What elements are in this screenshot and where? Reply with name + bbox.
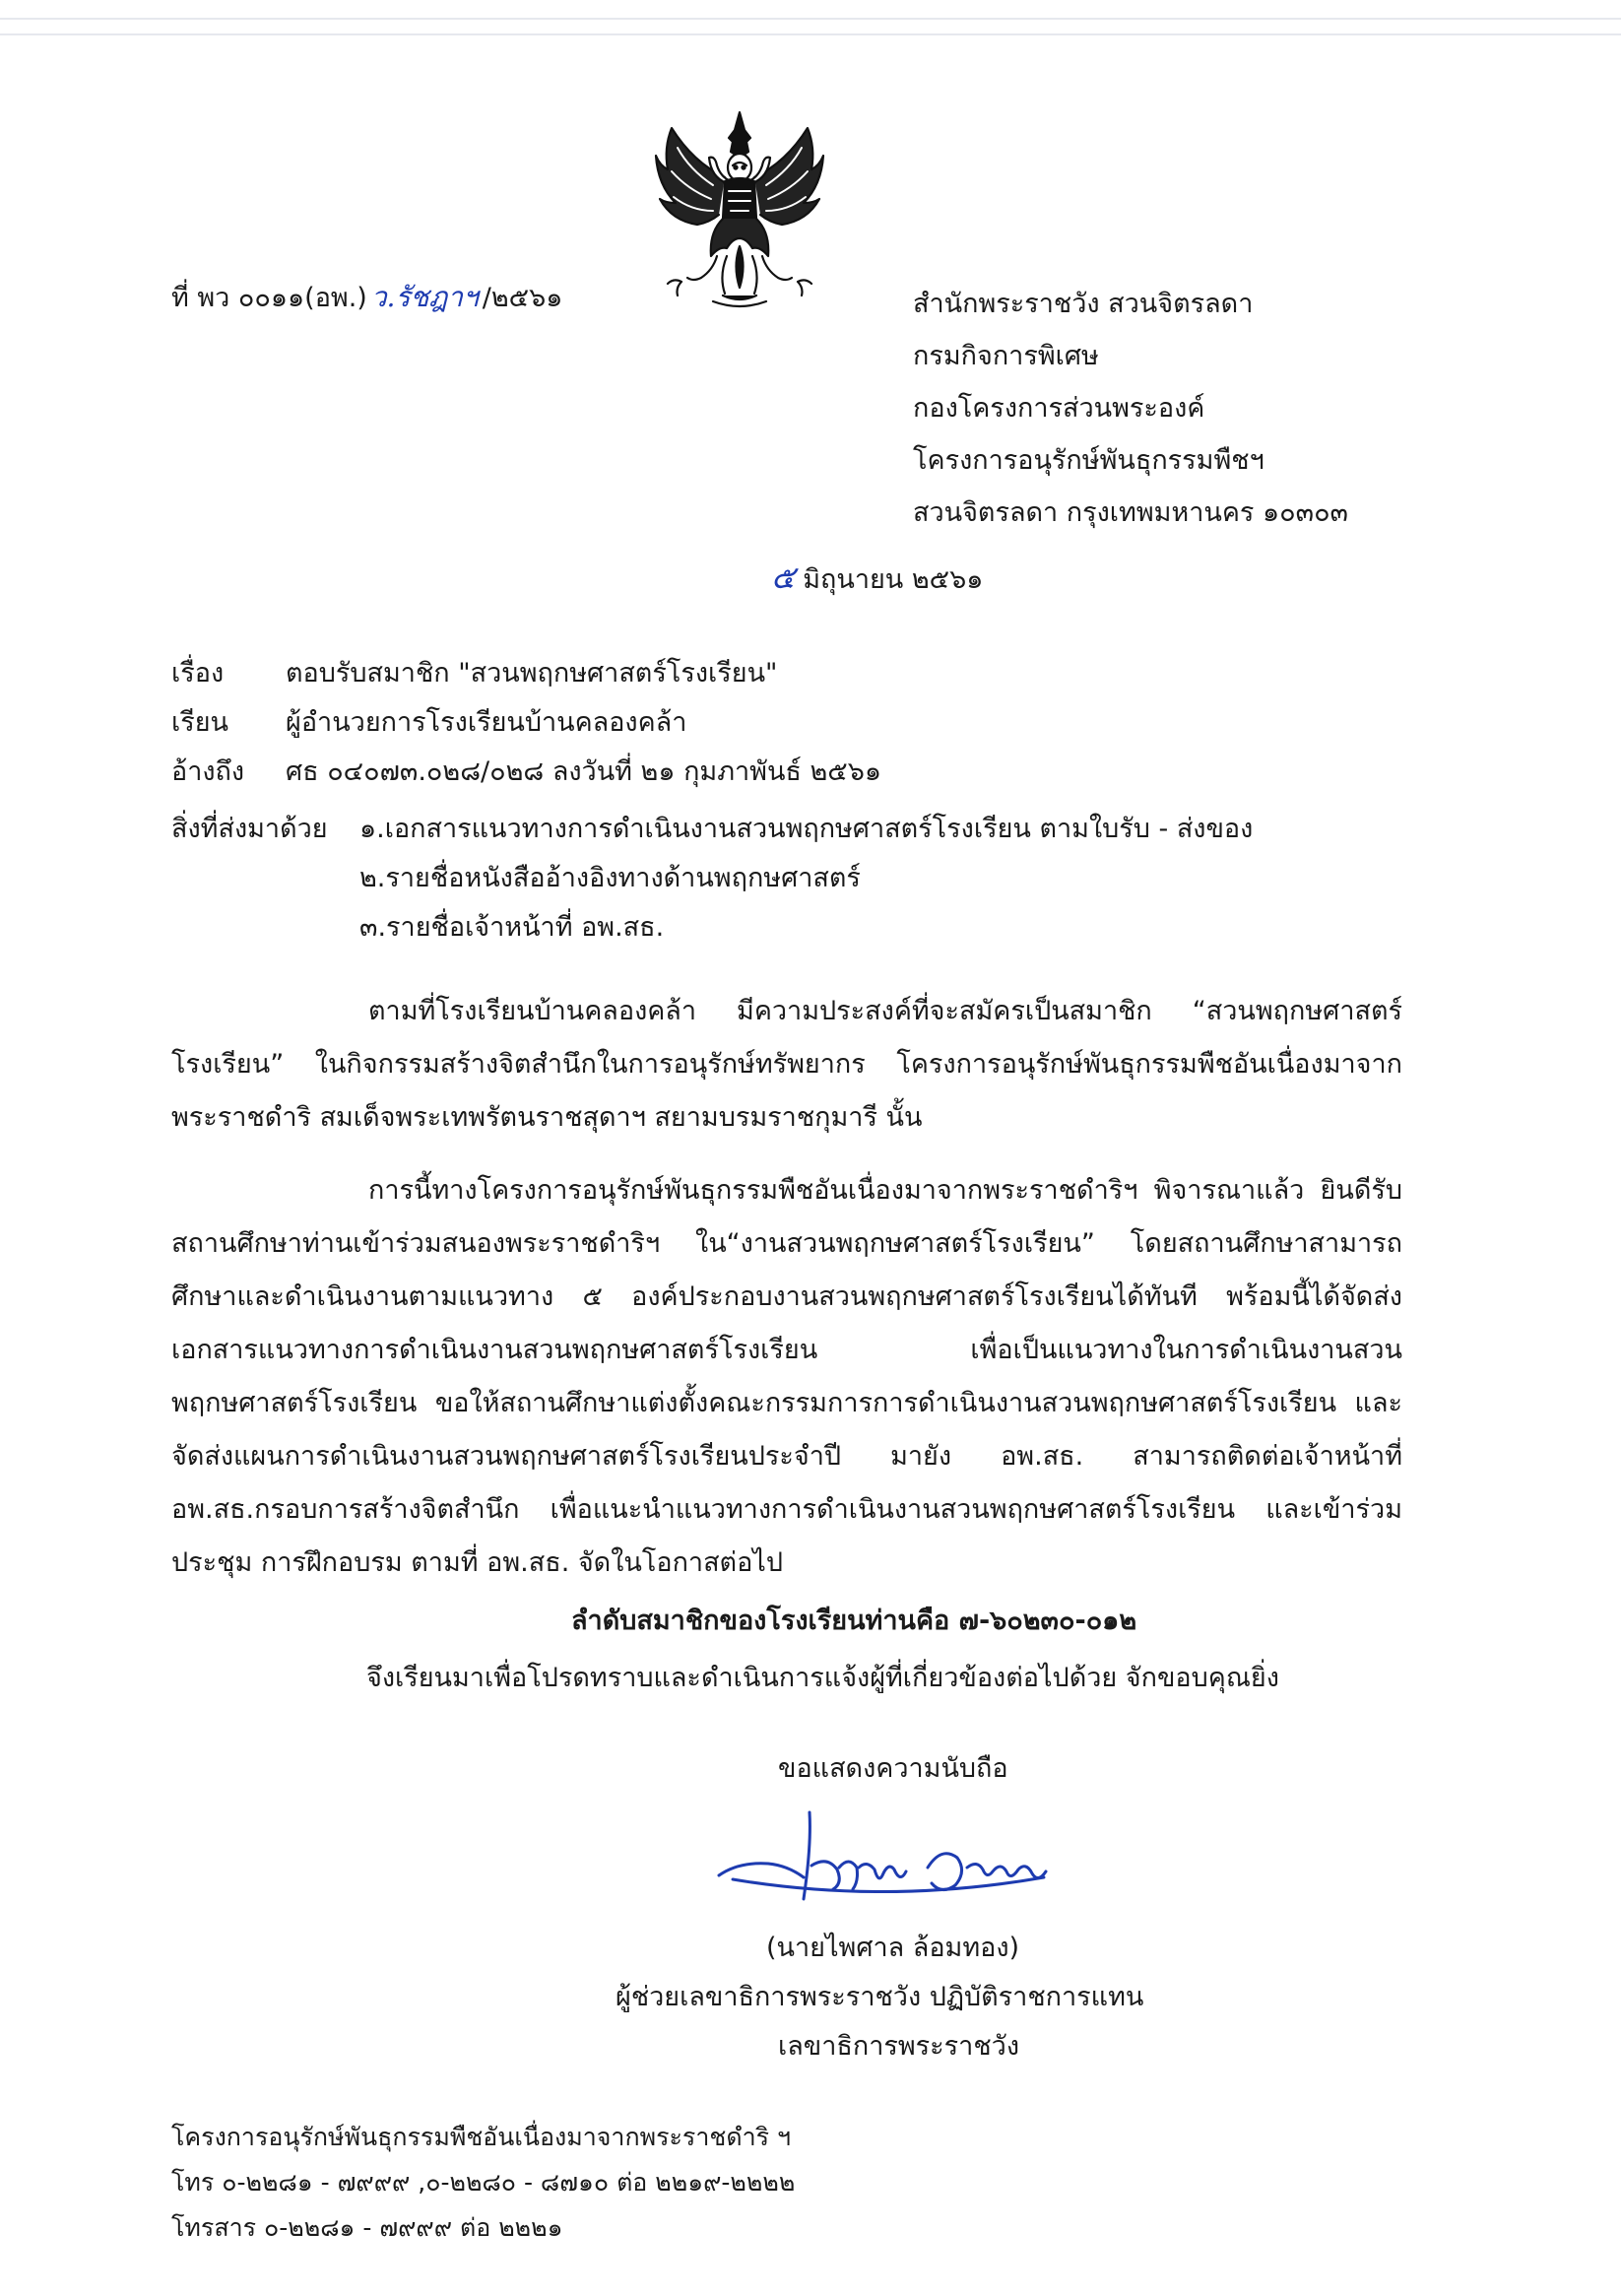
closing-request: จึงเรียนมาเพื่อโปรดทราบและดำเนินการแจ้งผู้ที่เกี่ยวข้องต่อไปด้วย จักขอบคุณยิ่ง [366,1663,1279,1693]
signer-name: (นายไพศาล ล้อมทอง) [766,1933,1020,1963]
ref-suffix: /๒๕๖๑ [482,283,563,313]
reference-label: อ้างถึง [171,756,245,787]
sender-address [913,278,1348,539]
signer-position-line-1: ผู้ช่วยเลขาธิการพระราชวัง ปฏิบัติราชการแทน [616,1982,1144,2012]
enclosures-label: สิ่งที่ส่งมาด้วย [171,814,328,844]
scan-edge-line-top [0,18,1621,20]
footer-office: โครงการอนุรักษ์พันธุกรรมพืชอันเนื่องมาจากพระราชดำริ ฯ [171,2123,792,2151]
recipient-label: เรียน [171,707,229,738]
footer-fax: โทรสาร ๐-๒๒๘๑ - ๗๙๙๙ ต่อ ๒๒๒๑ [171,2213,563,2242]
sender-address-line: สวนจิตรลดา กรุงเทพมหานคร ๑๐๓๐๓ [913,497,1349,528]
sender-address-line: กรมกิจการพิเศษ [913,341,1099,371]
member-number: ลำดับสมาชิกของโรงเรียนท่านคือ ๗-๖๐๒๓๐-๐๑๒ [571,1606,1137,1636]
reference-text: ศธ ๐๔๐๗๓.๐๒๘/๐๒๘ ลงวันที่ ๒๑ กุมภาพันธ์ ๒๕๖๑ [286,756,882,787]
body-paragraph-2: การนี้ทางโครงการอนุรักษ์พันธุกรรมพืชอันเนื่องมาจากพระราชดำริฯ พิจารณาแล้ว ยินดีรับสถานศึกษาท่านเข้าร่วมสนองพระราชดำริฯ ใน“งานสวนพฤกษศาสตร์โรงเรียน” โดยสถานศึกษาสามารถศึกษาและดำเนินงานตามแนวทาง ๕ องค์ประกอบงานสวนพฤกษศาสตร์โรงเรียนได้ทันที พร้อมนี้ได้จัดส่งเอกสารแนวทางการดำเนินงานสวนพฤกษศาสตร์โรงเรียน เพื่อเป็นแนวทางในการดำเนินงานสวนพฤกษศาสตร์โรงเรียน ขอให้สถานศึกษาแต่งตั้งคณะกรรมการการดำเนินงานสวนพฤกษศาสตร์โรงเรียน และจัดส่งแผนการดำเนินงานสวนพฤกษศาสตร์โรงเรียนประจำปี มายัง อพ.สธ. สามารถติดต่อเจ้าหน้าที่ อพ.สธ.กรอบการสร้างจิตสำนึก เพื่อแนะนำแนวทางการดำเนินงานสวนพฤกษศาสตร์โรงเรียน และเข้าร่วมประชุม การฝึกอบรม ตามที่ อพ.สธ. จัดในโอกาสต่อไป [171,1175,1402,1578]
enclosure-item: ๒.รายชื่อหนังสืออ้างอิงทางด้านพฤกษศาสตร์ [359,863,861,893]
signer-position-line-2: เลขาธิการพระราชวัง [778,2031,1020,2062]
enclosure-item: ๑.เอกสารแนวทางการดำเนินงานสวนพฤกษศาสตร์โรงเรียน ตามใบรับ - ส่งของ [359,814,1254,844]
sender-address-line: โครงการอนุรักษ์พันธุกรรมพืชฯ [913,445,1264,476]
handwritten-signature [709,1806,1103,1915]
ref-prefix: ที่ พว ๐๐๑๑(อพ.) [171,283,367,313]
garuda-emblem-icon [654,108,826,320]
scan-edge-line-second [0,33,1621,35]
sign-off: ขอแสดงความนับถือ [778,1753,1008,1784]
date-month-year: มิถุนายน ๒๕๖๑ [803,564,984,595]
date-handwritten-day: ๕ [771,558,796,596]
sender-address-line: กองโครงการส่วนพระองค์ [913,393,1205,424]
ref-handwritten-number: ว.รัชฎาฯ [370,281,479,313]
subject-label: เรื่อง [171,658,225,689]
body-paragraph-1: ตามที่โรงเรียนบ้านคลองคล้า มีความประสงค์ที่จะสมัครเป็นสมาชิก “สวนพฤกษศาสตร์โรงเรียน” ในกิจกรรมสร้างจิตสำนึกในการอนุรักษ์ทรัพยากร โครงการอนุรักษ์พันธุกรรมพืชอันเนื่องมาจากพระราชดำริ สมเด็จพระเทพรัตนราชสุดาฯ สยามบรมราชกุมารี นั้น [171,996,1402,1133]
subject-text: ตอบรับสมาชิก "สวนพฤกษศาสตร์โรงเรียน" [286,658,778,689]
letter-date [771,558,983,600]
footer-phone: โทร ๐-๒๒๘๑ - ๗๙๙๙ ,๐-๒๒๘๐ - ๘๗๑๐ ต่อ ๒๒๑๙-๒๒๒๒ [171,2168,796,2197]
enclosure-item: ๓.รายชื่อเจ้าหน้าที่ อพ.สธ. [359,912,665,943]
recipient-text: ผู้อำนวยการโรงเรียนบ้านคลองคล้า [286,707,687,738]
sender-address-line: สำนักพระราชวัง สวนจิตรลดา [913,289,1254,319]
letter-reference-number [171,278,562,318]
